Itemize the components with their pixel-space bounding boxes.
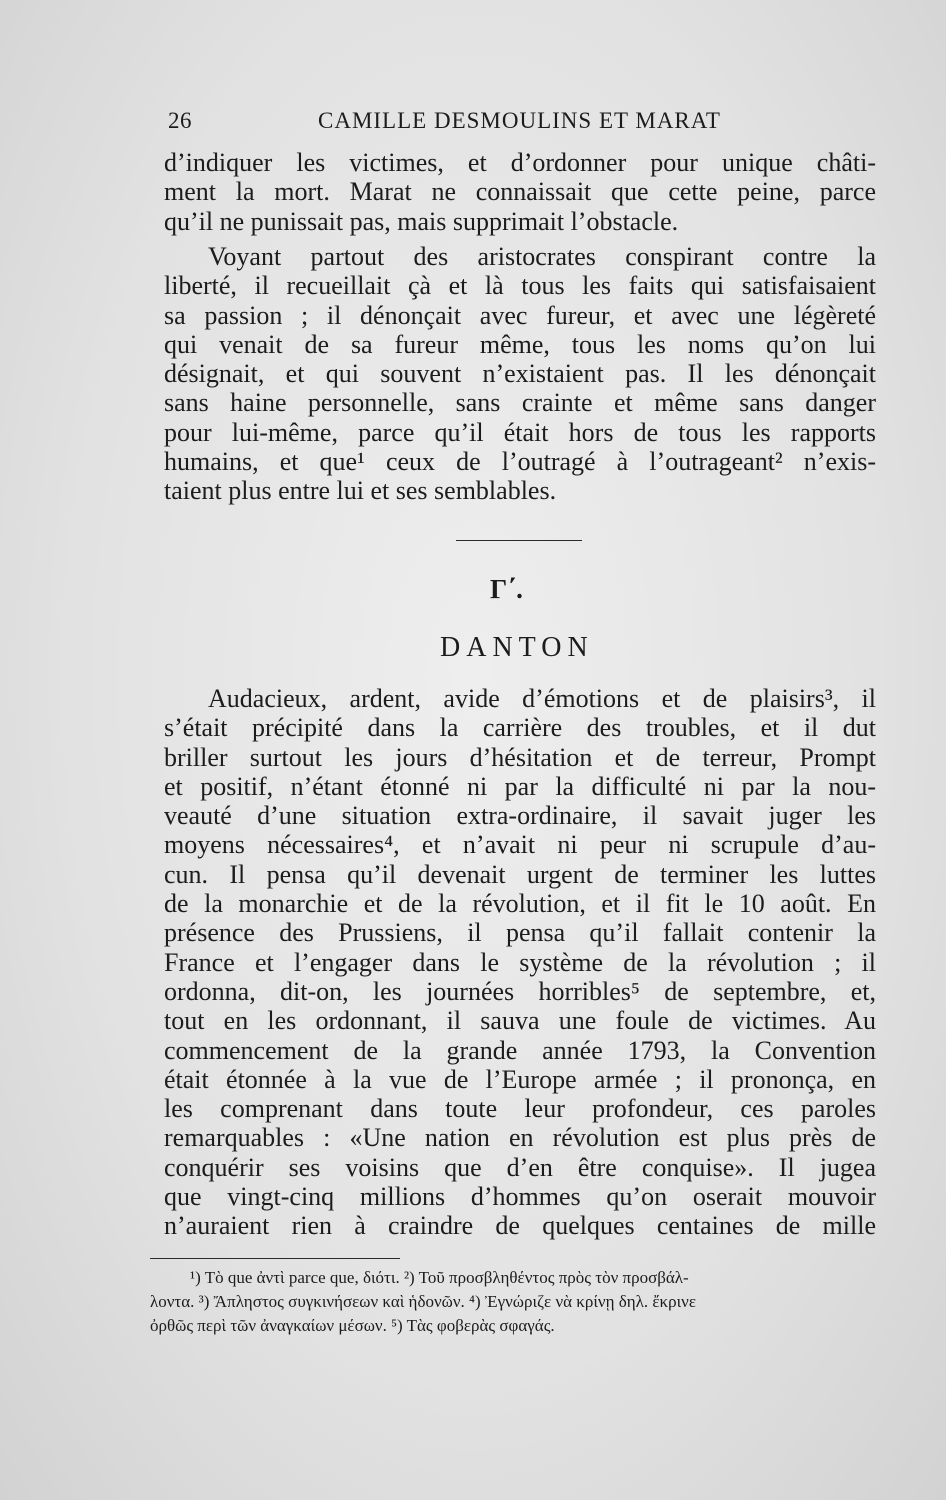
text-line: moyens nécessaires⁴, et n’avait ni peur ni scrupule d’au- <box>164 830 876 860</box>
text-line: taient plus entre lui et ses semblables. <box>164 476 557 506</box>
text-line: qui venait de sa fureur même, tous les noms qu’on lui <box>164 329 876 359</box>
footnote-line: ¹) Τὸ que ἀντὶ parce que, διότι. ²) Τοῦ προσβληθέντος πρὸς τὸν προσβάλ- <box>190 1268 689 1287</box>
text-line: humains, et que¹ ceux de l’outragé à l’outrageant² n’exis- <box>164 447 876 477</box>
text-line: ment la mort. Marat ne connaissait que cette peine, parce <box>164 177 876 207</box>
text-line: Audacieux, ardent, avide d’émotions et de plaisirs³, il <box>208 684 876 713</box>
text-line: Voyant partout des aristocrates conspirant contre la <box>208 242 876 271</box>
paragraph-marat-end <box>164 148 876 236</box>
text-line: était étonnée à la vue de l’Europe armée ; il prononça, en <box>164 1064 876 1094</box>
section-letter: Γ΄. <box>490 574 523 604</box>
text-line: pour lui-même, parce qu’il était hors de tous les rapports <box>164 417 876 447</box>
text-line: désignait, et qui souvent n’existaient pas. Il les dénonçait <box>164 359 876 389</box>
text-line: présence des Prussiens, il pensa qu’il fallait contenir la <box>164 918 876 948</box>
text-line: tout en les ordonnant, il sauva une foule de victimes. Au <box>164 1006 876 1036</box>
footnote-rule <box>150 1258 400 1259</box>
page-number: 26 <box>168 108 192 133</box>
text-line: conquérir ses voisins que d’en être conquise». Il jugea <box>164 1152 876 1182</box>
section-title: DANTON <box>440 632 594 663</box>
text-line: les comprenant dans toute leur profondeur, ces paroles <box>164 1094 876 1124</box>
text-line: ordonna, dit-on, les journées horribles⁵ de septembre, et, <box>164 976 876 1006</box>
text-line: remarquables : «Une nation en révolution est plus près de <box>164 1123 876 1153</box>
text-line: cun. Il pensa qu’il devenait urgent de terminer les luttes <box>164 859 876 889</box>
text-line: sa passion ; il dénonçait avec fureur, et avec une légèreté <box>164 300 876 330</box>
text-line: briller surtout les jours d’hésitation et de terreur, Prompt <box>164 742 876 772</box>
footnotes <box>150 1266 880 1338</box>
text-line: commencement de la grande année 1793, la Convention <box>164 1035 876 1065</box>
paragraph-marat-denunciations <box>164 242 876 506</box>
text-line: de la monarchie et de la révolution, et il fit le 10 août. En <box>164 889 876 919</box>
footnote-line: ὀρθῶς περὶ τῶν ἀναγκαίων μέσων. ⁵) Τὰς φοβερὰς σφαγάς. <box>150 1316 555 1335</box>
running-title: CAMILLE DESMOULINS ET MARAT <box>318 108 721 133</box>
text-line: veauté d’une situation extra-ordinaire, il savait juger les <box>164 801 876 831</box>
text-line: d’indiquer les victimes, et d’ordonner pour unique châti- <box>164 148 876 177</box>
text-line: liberté, il recueillait çà et là tous les faits qui satisfaisaient <box>164 271 876 301</box>
text-line: France et l’engager dans le système de la révolution ; il <box>164 947 876 977</box>
text-line: qu’il ne punissait pas, mais supprimait l’obstacle. <box>164 206 679 236</box>
paragraph-danton <box>164 684 876 1241</box>
text-line: et positif, n’étant étonné ni par la difficulté ni par la nou- <box>164 771 876 801</box>
text-line: s’était précipité dans la carrière des troubles, et il dut <box>164 713 876 743</box>
section-divider <box>456 540 582 541</box>
page-header <box>168 108 874 142</box>
footnote-line: λοντα. ³) Ἄπληστος συγκινήσεων καὶ ἡδονῶν. ⁴) Ἐγνώριζε νὰ κρίνῃ δηλ. ἔκρινε <box>150 1292 696 1311</box>
text-line: n’auraient rien à craindre de quelques centaines de mille <box>164 1211 876 1241</box>
text-line: que vingt-cinq millions d’hommes qu’on oserait mouvoir <box>164 1182 876 1212</box>
text-line: sans haine personnelle, sans crainte et même sans danger <box>164 388 876 418</box>
